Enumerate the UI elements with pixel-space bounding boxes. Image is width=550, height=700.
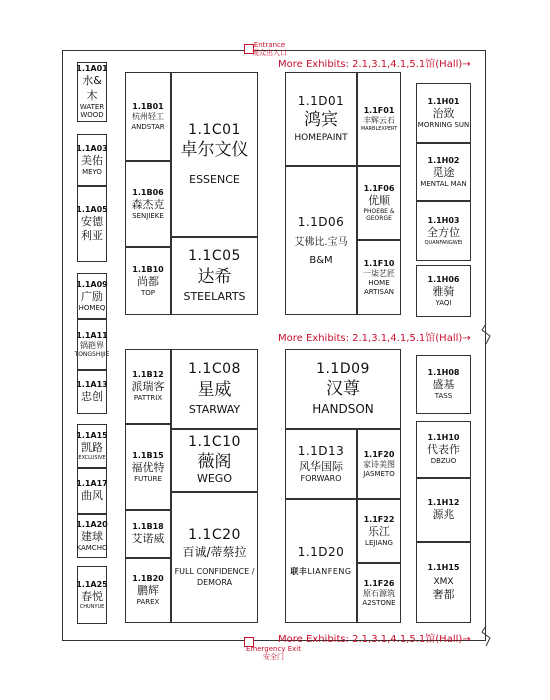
booth-b20[interactable] xyxy=(125,558,171,623)
more-exhibits-link-middle[interactable]: More Exhibits: 2.1,3.1,4.1,5.1馆(Hall)→ xyxy=(278,333,471,344)
booth-code: 1.1H10 xyxy=(427,433,460,443)
booth-name-cn: 盛基 xyxy=(432,378,455,392)
wall-break-mark-bottom xyxy=(480,626,492,646)
booth-name-en: ESSENCE xyxy=(189,173,240,186)
booth-code: 1.1C01 xyxy=(188,121,241,138)
booth-name-cn: 杭州轻工 xyxy=(132,112,164,122)
booth-code: 1.1B12 xyxy=(132,370,164,380)
booth-name-cn: 联丰 xyxy=(290,567,308,576)
booth-h02[interactable] xyxy=(416,143,471,201)
booth-name-cn: 福优特 xyxy=(131,460,165,474)
booth-code: 1.1A11 xyxy=(76,330,108,340)
booth-name-cn: 达希 xyxy=(197,266,232,287)
booth-name-cn: 艾佛比.宝马 xyxy=(294,236,348,248)
booth-code: 1.1F26 xyxy=(363,578,395,588)
booth-code: 1.1D13 xyxy=(297,443,345,458)
booth-a09[interactable] xyxy=(77,273,107,319)
booth-code: 1.1D09 xyxy=(316,360,370,377)
booth-name-cn: 全方位 xyxy=(427,225,460,239)
booth-code: 1.1D06 xyxy=(297,214,345,229)
booth-name-cn: 星威 xyxy=(197,379,232,400)
booth-code: 1.1H01 xyxy=(427,96,460,106)
booth-b15[interactable] xyxy=(125,424,171,510)
booth-name-cn: 美佑 xyxy=(81,153,103,167)
booth-f10[interactable] xyxy=(357,240,401,315)
booth-code: 1.1A15 xyxy=(76,430,108,440)
booth-h10[interactable] xyxy=(416,421,471,478)
booth-name-cn: 奢都 xyxy=(432,587,455,601)
booth-name-en: HOMEPAINT xyxy=(294,132,348,143)
booth-b12[interactable] xyxy=(125,349,171,424)
booth-code: 1.1A25 xyxy=(76,579,108,589)
booth-name-en: FULL CONFIDENCE / DEMORA xyxy=(174,567,255,587)
booth-a11[interactable] xyxy=(74,319,110,370)
booth-a20[interactable] xyxy=(77,514,107,558)
booth-c10[interactable] xyxy=(171,429,258,492)
booth-code: 1.1B01 xyxy=(132,102,164,112)
booth-h01[interactable] xyxy=(416,83,471,143)
booth-d01[interactable] xyxy=(285,72,357,166)
booth-a15[interactable] xyxy=(77,424,107,468)
booth-name-en: STEELARTS xyxy=(183,289,246,303)
booth-name-cn: 卓尔文仪 xyxy=(180,140,249,161)
booth-name-cn: 代表作 xyxy=(427,443,460,457)
booth-f20[interactable] xyxy=(357,429,401,499)
booth-name-en: YAQI xyxy=(435,298,452,307)
booth-name-en: XMX xyxy=(433,576,454,587)
booth-code: 1.1H02 xyxy=(427,155,460,165)
booth-name-cn: 百诚/蒂蔡拉 xyxy=(182,545,247,560)
booth-name-cn: 建球 xyxy=(81,529,103,543)
booth-code: 1.1B10 xyxy=(132,264,164,274)
booth-code: 1.1C05 xyxy=(188,248,241,265)
booth-a05[interactable] xyxy=(77,186,107,262)
booth-code: 1.1B18 xyxy=(132,521,164,531)
booth-name-cn: 雅骑 xyxy=(432,284,455,298)
booth-name-cn: 广励 xyxy=(81,289,103,303)
booth-name-en: WATER WOOD xyxy=(79,102,105,120)
booth-a03[interactable] xyxy=(77,134,107,186)
booth-name-cn: 源兆 xyxy=(432,507,455,521)
booth-name-en: CHUNYUE xyxy=(79,604,105,611)
booth-name-cn: 曲风 xyxy=(81,488,103,502)
booth-name-cn: 丰辉云石 xyxy=(363,115,395,125)
booth-d20[interactable] xyxy=(285,499,357,623)
booth-f26[interactable] xyxy=(357,563,401,623)
booth-b01[interactable] xyxy=(125,72,171,161)
booth-h03[interactable] xyxy=(416,201,471,261)
booth-code: 1.1F22 xyxy=(363,514,395,524)
wall-break-mark-top xyxy=(480,324,492,344)
booth-name-en: ANDSTAR xyxy=(131,122,165,131)
booth-d06[interactable] xyxy=(285,166,357,315)
booth-code: 1.1B06 xyxy=(132,187,164,197)
booth-name-cn: 优顺 xyxy=(368,193,390,207)
booth-code: 1.1B20 xyxy=(132,574,164,584)
booth-code: 1.1A05 xyxy=(76,204,108,214)
booth-name-cn: 觅途 xyxy=(432,165,455,179)
booth-f01[interactable] xyxy=(357,72,401,166)
booth-name-en: FUTURE xyxy=(134,474,162,483)
booth-h15[interactable] xyxy=(416,542,471,623)
lianfeng-logo xyxy=(290,566,351,577)
booth-a13[interactable] xyxy=(77,370,107,414)
booth-name-cn: 水&木 xyxy=(82,74,102,102)
booth-name-cn: 安德利亚 xyxy=(81,214,103,242)
booth-code: 1.1C08 xyxy=(188,361,241,378)
booth-f22[interactable] xyxy=(357,499,401,563)
booth-name-cn: 凯路 xyxy=(81,440,103,454)
booth-code: 1.1C10 xyxy=(188,434,241,451)
booth-name-cn: 原石源筑 xyxy=(363,588,395,598)
booth-name-cn: 鹏辉 xyxy=(137,584,159,598)
booth-name-cn: 忠创 xyxy=(81,389,103,403)
booth-name-cn: 汉尊 xyxy=(326,379,360,400)
booth-code: 1.1B15 xyxy=(132,450,164,460)
booth-name-en: HANDSON xyxy=(312,401,374,416)
booth-name-en: MORNING SUN xyxy=(417,120,470,129)
booth-code: 1.1H15 xyxy=(427,562,460,572)
booth-code: 1.1A09 xyxy=(76,279,108,289)
booth-code: 1.1A13 xyxy=(76,379,108,389)
booth-name-cn: 乐江 xyxy=(368,524,390,538)
booth-a25[interactable] xyxy=(77,566,107,624)
booth-name-en: STARWAY xyxy=(188,402,241,416)
more-exhibits-link-bottom[interactable]: More Exhibits: 2.1,3.1,4.1,5.1馆(Hall)→ xyxy=(278,634,471,645)
booth-name-en: WEGO xyxy=(196,472,232,486)
booth-code: 1.1A20 xyxy=(76,519,108,529)
booth-name-en: LEJIANG xyxy=(365,538,393,547)
booth-name-en: A2STONE xyxy=(362,599,396,607)
booth-name-en: PATTRIX xyxy=(133,394,163,403)
booth-c20[interactable] xyxy=(171,492,258,623)
booth-name-en: LIANFENG xyxy=(307,567,352,576)
booth-name-cn: 家诗美图 xyxy=(363,459,395,469)
booth-name-en: MEYO xyxy=(82,167,102,176)
booth-name-en: EXCLUSIVE xyxy=(78,455,106,462)
more-exhibits-link-top[interactable]: More Exhibits: 2.1,3.1,4.1,5.1馆(Hall)→ xyxy=(278,59,471,70)
booth-code: 1.1A03 xyxy=(76,143,108,153)
booth-code: 1.1F10 xyxy=(363,258,395,268)
booth-name-en: JASMETO xyxy=(363,470,395,478)
booth-code: 1.1F06 xyxy=(363,183,395,193)
booth-name-en: TASS xyxy=(434,392,453,401)
booth-d09[interactable] xyxy=(285,349,401,429)
booth-h06[interactable] xyxy=(416,265,471,317)
booth-name-cn: 森杰克 xyxy=(131,197,165,211)
booth-c08[interactable] xyxy=(171,349,258,429)
entrance-label-cn: 观众出入口 xyxy=(252,49,287,58)
booth-b06[interactable] xyxy=(125,161,171,247)
booth-name-en: KAMCHO xyxy=(76,543,108,552)
exit-label-en: Emergency Exit xyxy=(246,645,301,653)
entrance-label-en: Entrance xyxy=(253,41,286,49)
booth-name-cn: 治致 xyxy=(432,106,455,120)
booth-name-en: HOME ARTISAN xyxy=(363,279,395,296)
booth-code: 1.1C20 xyxy=(188,526,241,543)
booth-name-en: HOMEQ xyxy=(78,303,106,312)
booth-name-en: TONGSHIJIE xyxy=(74,351,110,359)
booth-name-cn: 一柒艺匠 xyxy=(363,268,395,278)
booth-name-cn: 锅筢界 xyxy=(80,340,104,350)
booth-code: 1.1H06 xyxy=(427,274,460,284)
booth-d13[interactable] xyxy=(285,429,357,499)
booth-name-en: MENTAL MAN xyxy=(420,179,467,188)
booth-b10[interactable] xyxy=(125,247,171,315)
booth-name-en: MARBLEXPERT xyxy=(360,126,398,133)
booth-f06[interactable] xyxy=(357,166,401,240)
booth-code: 1.1F01 xyxy=(363,105,395,115)
exit-label xyxy=(246,645,301,661)
booth-name-en: PAREX xyxy=(136,598,160,607)
booth-h12[interactable] xyxy=(416,478,471,542)
booth-name-en: DBZUO xyxy=(430,457,457,466)
booth-name-cn: 春悦 xyxy=(81,589,103,603)
booth-name-cn: 鸿宾 xyxy=(304,109,338,130)
booth-c01[interactable] xyxy=(171,72,258,237)
booth-code: 1.1A17 xyxy=(76,478,108,488)
booth-name-en: FORWARO xyxy=(300,474,342,483)
booth-name-en: TOP xyxy=(140,288,155,297)
booth-name-cn: 艾诺威 xyxy=(131,531,165,545)
booth-code: 1.1H03 xyxy=(427,215,460,225)
booth-code: 1.1A01 xyxy=(76,64,108,74)
booth-code: 1.1F20 xyxy=(363,449,395,459)
booth-code: 1.1H12 xyxy=(427,497,460,507)
booth-name-cn: 风华国际 xyxy=(299,459,343,473)
booth-a01[interactable] xyxy=(77,62,107,122)
booth-name-en: QUANFANGWEI xyxy=(424,240,463,247)
booth-b18[interactable] xyxy=(125,510,171,558)
booth-name-en: SENJIEKE xyxy=(132,211,164,220)
booth-name-cn: 薇阁 xyxy=(197,451,232,472)
booth-name-en: B&M xyxy=(309,254,333,266)
booth-name-en: PHOEBE & GEORGE xyxy=(363,207,395,223)
booth-code: 1.1D01 xyxy=(297,93,345,108)
booth-code: 1.1D20 xyxy=(297,545,345,559)
booth-name-cn: 派瑞客 xyxy=(131,380,165,394)
exit-label-cn: 安全门 xyxy=(262,653,284,662)
booth-h08[interactable] xyxy=(416,355,471,414)
booth-a17[interactable] xyxy=(77,468,107,514)
booth-name-cn: 尚都 xyxy=(137,274,159,288)
booth-c05[interactable] xyxy=(171,237,258,315)
booth-code: 1.1H08 xyxy=(427,368,460,378)
